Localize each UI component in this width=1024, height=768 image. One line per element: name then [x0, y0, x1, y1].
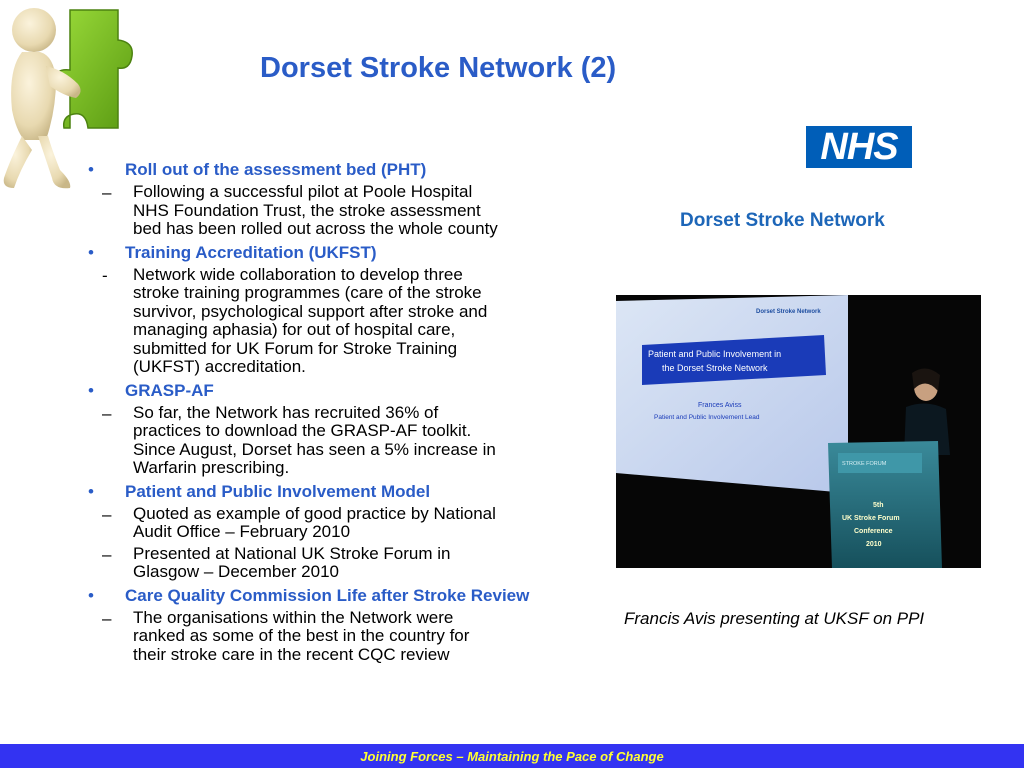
sub-item — [88, 404, 608, 478]
nhs-logo: NHS — [806, 126, 912, 168]
text-line: bed has been rolled out across the whole county — [133, 219, 498, 238]
bullet-marker: • — [88, 585, 94, 605]
sub-marker: – — [102, 504, 112, 524]
text-line: practices to download the GRASP-AF toolkit. — [133, 421, 472, 440]
bullet-heading: GRASP-AF — [125, 380, 214, 400]
sub-text — [133, 609, 608, 665]
sub-text — [133, 505, 608, 542]
text-line: Warfarin prescribing. — [133, 458, 290, 477]
podium-brand: STROKE FORUM — [842, 461, 887, 467]
text-line: (UKFST) accreditation. — [133, 357, 306, 376]
slide-title: Dorset Stroke Network (2) — [260, 52, 617, 84]
sub-text — [133, 404, 608, 478]
bullet-item — [88, 243, 608, 263]
text-line: Presented at National UK Stroke Forum in — [133, 543, 451, 563]
bullet-marker: • — [88, 160, 94, 179]
text-line: Since August, Dorset has seen a 5% increase in — [133, 439, 496, 459]
sub-marker: – — [102, 183, 112, 202]
text-line: stroke training programmes (care of the stroke — [133, 283, 482, 302]
sub-marker: – — [102, 403, 112, 423]
podium-line-1: 5th — [873, 502, 884, 509]
text-line: Quoted as example of good practice by National — [133, 503, 496, 523]
text-line: So far, the Network has recruited 36% of — [133, 402, 439, 422]
bullet-heading: Patient and Public Involvement Model — [125, 481, 431, 501]
screen-presenter-name: Frances Aviss — [698, 402, 742, 409]
text-line: Network wide collaboration to develop three — [133, 264, 463, 284]
presentation-photo — [616, 295, 981, 568]
sub-item — [88, 545, 608, 582]
screen-title-line-2: the Dorset Stroke Network — [662, 363, 768, 373]
photo-caption: Francis Avis presenting at UKSF on PPI — [624, 609, 925, 628]
text-line: Following a successful pilot at Poole Hospital — [133, 182, 473, 201]
text-line: survivor, psychological support after stroke and — [133, 301, 488, 321]
sub-marker: – — [102, 608, 112, 628]
screen-presenter-role: Patient and Public Involvement Lead — [654, 414, 760, 421]
text-line: The organisations within the Network were — [133, 607, 454, 627]
sub-item — [88, 505, 608, 542]
bullet-heading: Care Quality Commission Life after Stroke Review — [125, 585, 530, 605]
bullet-marker: • — [88, 481, 94, 501]
text-line: NHS Foundation Trust, the stroke assessment — [133, 200, 481, 220]
podium-line-2: UK Stroke Forum — [842, 515, 900, 522]
sub-text — [133, 183, 608, 239]
text-line: their stroke care in the recent CQC review — [133, 644, 450, 664]
bullet-item — [88, 482, 608, 502]
bullet-marker: • — [88, 242, 94, 262]
sub-marker: – — [102, 544, 112, 564]
text-line: Audit Office – February 2010 — [133, 522, 351, 541]
sub-text — [133, 266, 608, 377]
footer-text: Joining Forces – Maintaining the Pace of Change — [360, 749, 664, 764]
screen-header: Dorset Stroke Network — [756, 309, 821, 315]
sub-item — [88, 266, 608, 377]
podium-line-4: 2010 — [866, 541, 882, 548]
podium-line-3: Conference — [854, 528, 893, 535]
text-line: managing aphasia) for out of hospital care, — [133, 320, 456, 339]
text-line: submitted for UK Forum for Stroke Training — [133, 338, 458, 358]
bullet-heading: Roll out of the assessment bed (PHT) — [125, 160, 427, 179]
sub-marker: - — [102, 265, 108, 285]
sub-item — [88, 183, 608, 239]
bullet-marker: • — [88, 380, 94, 400]
text-line: ranked as some of the best in the country for — [133, 626, 470, 645]
footer-bar — [0, 744, 1024, 768]
bullet-item — [88, 381, 608, 401]
sub-text — [133, 545, 608, 582]
bullet-item — [88, 160, 608, 180]
text-line: Glasgow – December 2010 — [133, 562, 340, 581]
bullet-heading: Training Accreditation (UKFST) — [125, 242, 377, 262]
bullet-list — [88, 160, 608, 664]
org-name: Dorset Stroke Network — [680, 210, 885, 231]
sub-item — [88, 609, 608, 665]
bullet-item — [88, 586, 608, 606]
screen-title-line-1: Patient and Public Involvement in — [648, 349, 782, 359]
